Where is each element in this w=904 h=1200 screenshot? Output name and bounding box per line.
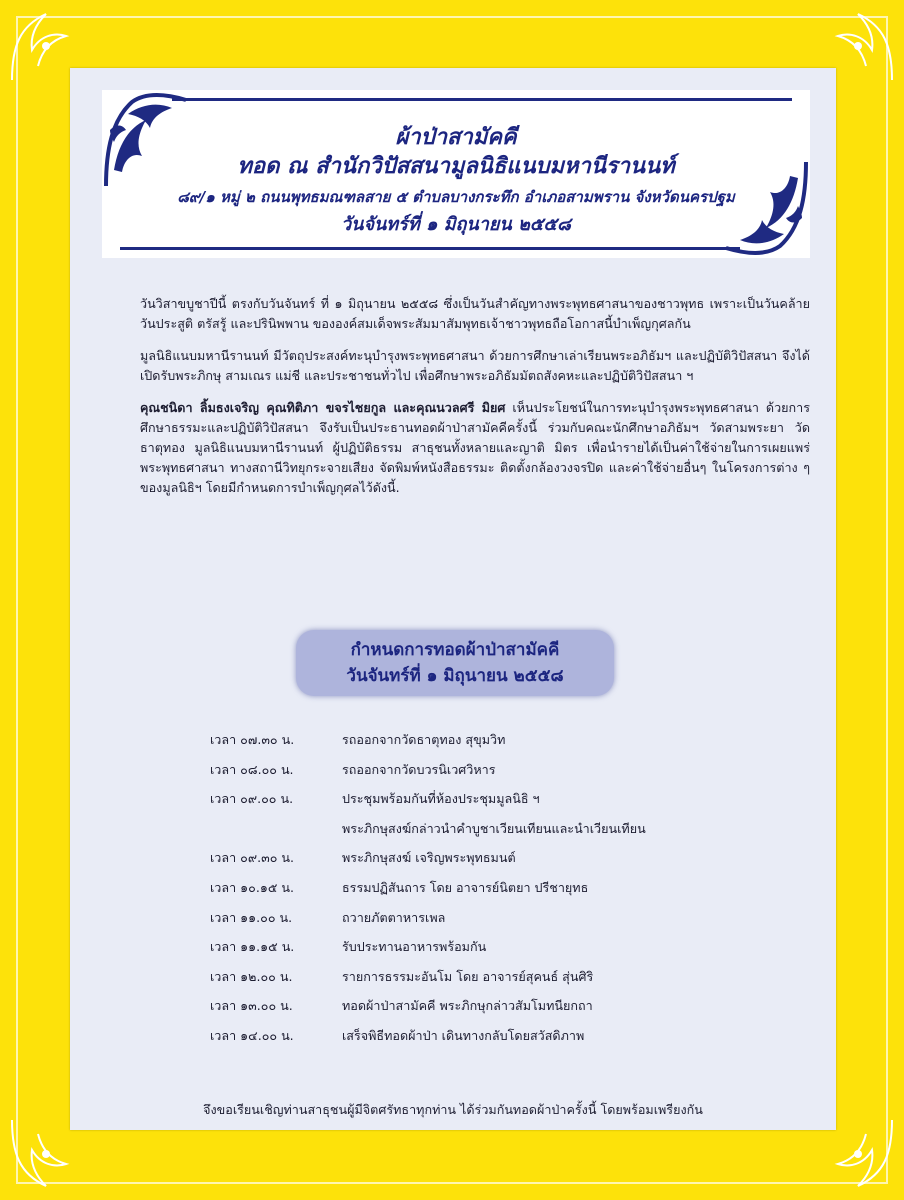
schedule-event: รับประทานอาหารพร้อมกัน [342,939,487,955]
schedule-time: เวลา ๑๑.๐๐ น. [210,909,293,925]
schedule-event: ถวายภัตตาหารเพล [342,909,446,925]
schedule-time: เวลา ๑๑.๑๕ น. [210,939,295,955]
schedule-row [210,937,810,967]
schedule-row [210,996,810,1026]
header-title: ผ้าป่าสามัคคี [395,125,517,150]
schedule-row [210,1026,810,1056]
paragraph-2: มูลนิธิแนบมหานีรานนท์ มีวัตถุประสงค์ทะนุบำรุงพระพุทธศาสนา ด้วยการศึกษาเล่าเรียนพระอภิธัมฯ และปฏิบัติวิปัสสนา จึงได้เปิดรับพระภิกษุ สามเณร แม่ชี และประชาชนทั่วไป เพื่อศึกษาพระอภิธัมมัตถสังคหะและปฏิบัติวิปัสสนา ฯ [140,348,810,383]
header-date: วันจันทร์ที่ ๑ มิถุนายน ๒๕๕๘ [341,214,571,235]
schedule-event: ประชุมพร้อมกันที่ห้องประชุมมูลนิธิ ฯ [342,791,540,807]
schedule-time: เวลา ๑๐.๑๕ น. [210,879,294,895]
schedule-time: เวลา ๐๗.๓๐ น. [210,732,295,747]
schedule-event: รถออกจากวัดธาตุทอง สุขุมวิท [342,732,506,747]
schedule-event: ธรรมปฏิสันถาร โดย อาจารย์นิตยา ปรีชายุทธ [342,879,589,895]
schedule-time: เวลา ๐๙.๓๐ น. [210,850,294,866]
schedule-title: กำหนดการทอดผ้าป่าสามัคคี [350,640,560,660]
header-box [102,90,810,258]
body-text [130,294,810,510]
paragraph-1: วันวิสาขบูชาปีนี้ ตรงกับวันจันทร์ ที่ ๑ มิถุนายน ๒๕๕๘ ซึ่งเป็นวันสำคัญทางพระพุทธศาสนาของชาวพุทธ เพราะเป็นวันคล้ายวันประสูติ ตรัสรู้ และปรินิพพาน ขององค์สมเด็จพระสัมมาสัมพุทธเจ้าชาวพุทธถือโอกาสนี้บำเพ็ญกุศลกัน [140,296,810,331]
schedule-event: ทอดผ้าป่าสามัคคี พระภิกษุกล่าวสัมโมทนียกถา [342,998,593,1014]
paragraph-3-text: เห็นประโยชน์ในการทะนุบำรุงพระพุทธศาสนา ด้วยการศึกษาธรรมะและปฏิบัติวิปัสสนา จึงรับเป็นประธานทอดผ้าป่าสามัคคีครั้งนี้ ร่วมกับคณะนักศึกษาอภิธัมฯ วัดสามพระยา วัดธาตุทอง มูลนิธิแนบมหานีรานนท์ ผู้ปฏิบัติธรรม สาธุชนทั้งหลายและญาติ มิตร เพื่อนำรายได้เป็นค่าใช้จ่ายในการเผยแพร่พระพุทธศาสนา ทางสถานีวิทยุกระจายเสียง จัดพิมพ์หนังสือธรรมะ ติดตั้งกล้องวงจรปิด และค่าใช้จ่ายอื่นๆ ในโครงการต่าง ๆ ของมูลนิธิฯ โดยมีกำหนดการบำเพ็ญกุศลไว้ดังนี้. [140,400,810,495]
schedule-row [210,789,810,819]
schedule-row [210,967,810,997]
schedule-row [210,848,810,878]
schedule-time: เวลา ๑๒.๐๐ น. [210,968,293,984]
schedule-event: พระภิกษุสงฆ์กล่าวนำคำบูชาเวียนเทียนและนำเวียนเทียน [342,820,646,836]
schedule-event: พระภิกษุสงฆ์ เจริญพระพุทธมนต์ [342,850,516,866]
schedule-time: เวลา ๐๘.๐๐ น. [210,761,294,777]
schedule-title-box [296,630,614,696]
schedule-time: เวลา ๑๔.๐๐ น. [210,1027,294,1043]
header-border-top [172,98,792,101]
schedule-list [210,730,810,1056]
header-border-bottom [120,247,740,250]
schedule-row [210,730,810,760]
schedule-date: วันจันทร์ที่ ๑ มิถุนายน ๒๕๕๘ [346,666,564,686]
schedule-event: เสร็จพิธีทอดผ้าป่า เดินทางกลับโดยสวัสดิภาพ [342,1027,585,1043]
paragraph-3 [130,398,810,498]
header-venue: ทอด ณ สำนักวิปัสสนามูลนิธิแนบมหานีรานนท์ [237,154,675,179]
document-paper [70,68,836,1130]
schedule-row [210,819,810,849]
header-address: ๘๙/๑ หมู่ ๒ ถนนพุทธมณฑลสาย ๕ ตำบลบางกระทึก อำเภอสามพราน จังหวัดนครปฐม [177,188,735,206]
schedule-event: รายการธรรมะอันโม โดย อาจารย์สุคนธ์ สุ่นศิริ [342,968,594,984]
schedule-time: เวลา ๐๙.๐๐ น. [210,791,294,807]
schedule-row [210,878,810,908]
schedule-time: เวลา ๑๓.๐๐ น. [210,998,293,1014]
schedule-row [210,760,810,790]
closing-invitation: จึงขอเรียนเชิญท่านสาธุชนผู้มีจิตศรัทธาทุกท่าน ได้ร่วมกันทอดผ้าป่าครั้งนี้ โดยพร้อมเพรียงกัน [203,1102,703,1117]
sponsor-names: คุณชนิดา ลิ้มธงเจริญ คุณทิติภา ขจรไชยกูล และคุณนวลศรี มิยศ [140,400,506,415]
schedule-row [210,908,810,938]
schedule-event: รถออกจากวัดบวรนิเวศวิหาร [342,761,496,777]
header-text [102,124,810,238]
